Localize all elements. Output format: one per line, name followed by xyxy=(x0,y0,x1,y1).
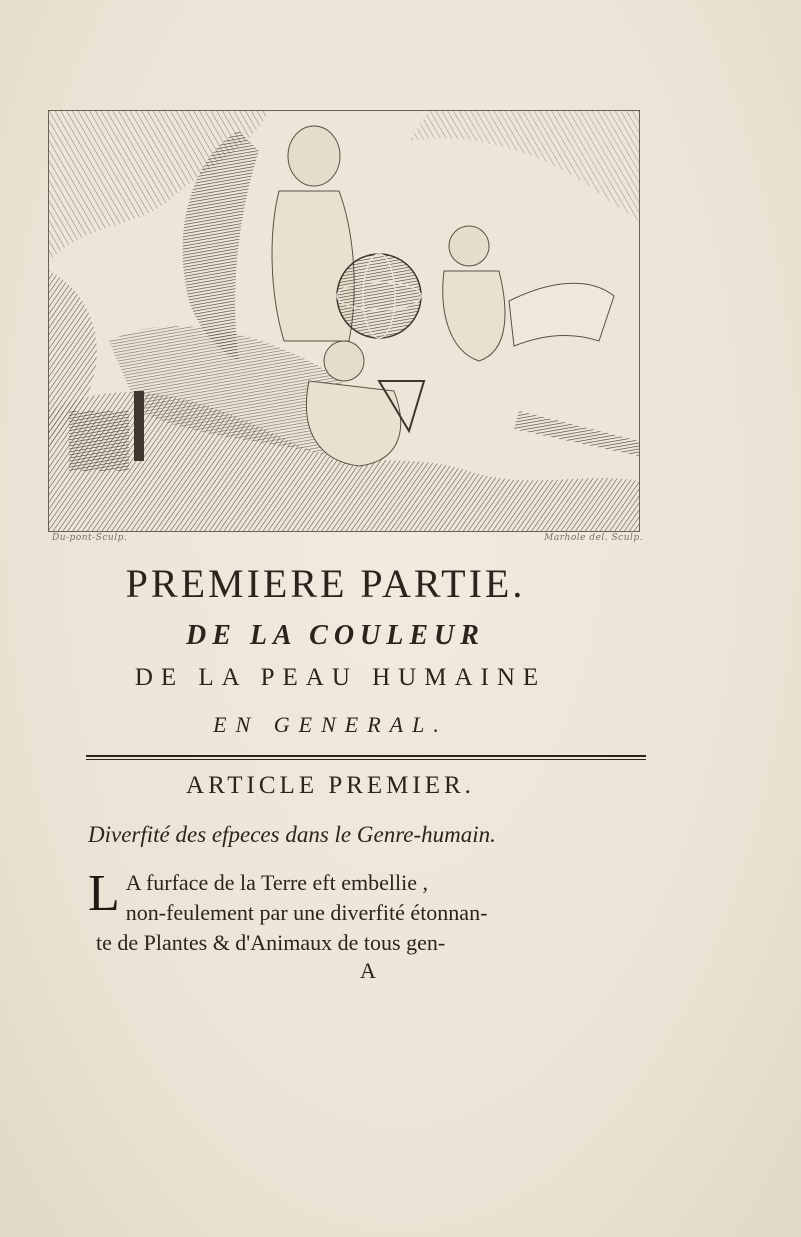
body-line-1: A furface de la Terre eft embellie , xyxy=(125,870,428,895)
part-title: PREMIERE PARTIE. xyxy=(125,561,526,606)
engraver-credit-left: Du-pont-Sculp. xyxy=(52,533,128,543)
article-title: ARTICLE PREMIER. xyxy=(186,772,475,799)
drop-cap: L xyxy=(88,865,120,922)
engraving-plate xyxy=(48,110,640,532)
allegorical-engraving-icon xyxy=(49,111,639,531)
heading-subtitle-2: DE LA PEAU HUMAINE xyxy=(134,664,547,691)
body-line-3: te de Plantes & d'Animaux de tous gen- xyxy=(96,930,446,955)
body-line-2: non-feulement par une diverfité étonnan- xyxy=(125,900,488,925)
heading-subtitle-1: DE LA COULEUR xyxy=(186,620,485,651)
body-text xyxy=(88,865,656,958)
article-subtitle: Diverfité des efpeces dans le Genre-humain. xyxy=(88,822,496,847)
heading-subtitle-3: EN GENERAL. xyxy=(213,712,448,737)
ornamental-rule xyxy=(86,754,646,762)
engraver-credit-right: Marhole del. Sculp. xyxy=(544,533,643,543)
catchword: A xyxy=(360,958,376,983)
